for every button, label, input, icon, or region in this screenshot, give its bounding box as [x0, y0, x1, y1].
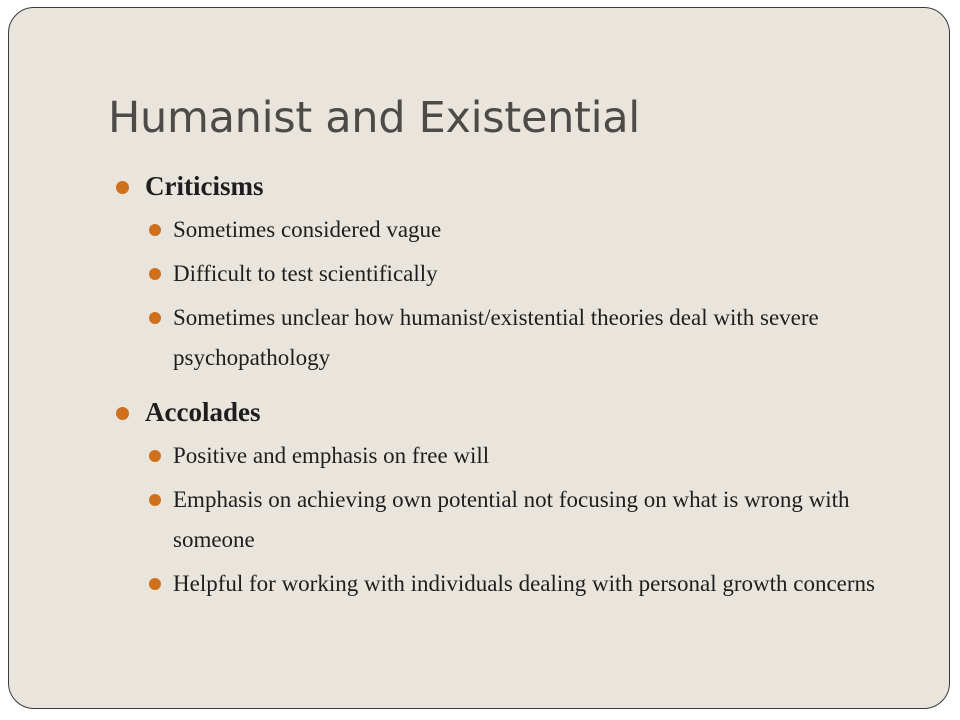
list-item-text: Sometimes considered vague: [173, 217, 442, 242]
section-heading: [116, 392, 906, 432]
list-item-text: Positive and emphasis on free will: [173, 443, 490, 468]
section-criticisms: [116, 166, 906, 378]
list-item: [116, 436, 906, 476]
slide-content: [116, 166, 906, 604]
list-item-text: Helpful for working with individuals dealing with personal growth concerns: [173, 571, 875, 596]
slide-title: Humanist and Existential: [108, 93, 640, 143]
bullet-list: [116, 436, 906, 604]
bullet-icon: [149, 268, 161, 280]
section-heading-label: Accolades: [145, 397, 261, 427]
bullet-icon: [116, 407, 129, 420]
bullet-icon: [149, 312, 161, 324]
section-accolades: [116, 392, 906, 604]
bullet-icon: [149, 494, 161, 506]
list-item: [116, 298, 906, 378]
bullet-list: [116, 210, 906, 378]
list-item: [116, 564, 906, 604]
list-item: [116, 480, 906, 560]
list-item: [116, 210, 906, 250]
bullet-icon: [149, 578, 161, 590]
bullet-icon: [116, 181, 129, 194]
bullet-icon: [149, 450, 161, 462]
list-item-text: Sometimes unclear how humanist/existential theories deal with severe psychopathology: [173, 305, 819, 370]
list-item: [116, 254, 906, 294]
slide-frame: [8, 7, 950, 709]
bullet-icon: [149, 224, 161, 236]
list-item-text: Emphasis on achieving own potential not focusing on what is wrong with someone: [173, 487, 850, 552]
section-heading: [116, 166, 906, 206]
section-heading-label: Criticisms: [145, 171, 264, 201]
list-item-text: Difficult to test scientifically: [173, 261, 438, 286]
